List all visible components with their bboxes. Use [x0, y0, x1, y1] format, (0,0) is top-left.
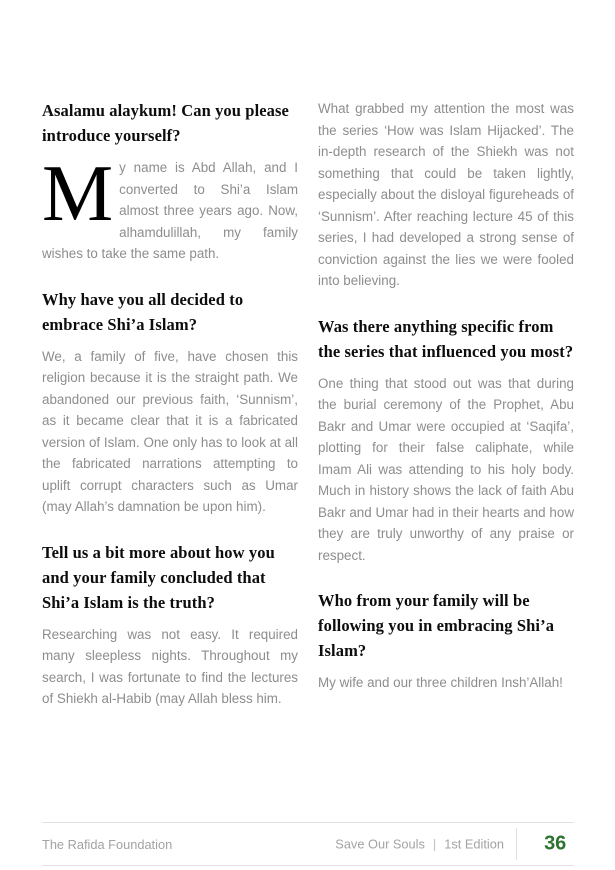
footer-organization: The Rafida Foundation — [42, 836, 173, 852]
footer-vertical-divider — [516, 828, 517, 860]
footer-content — [42, 823, 574, 865]
left-column — [42, 98, 298, 710]
footer-separator: | — [432, 836, 437, 852]
question-heading-why-embrace-shia-islam: Why have you all decided to embrace Shi’a Islam? — [42, 289, 244, 334]
question-heading-who-from-family: Who from your family will be following you in embracing Shi’a Islam? — [318, 591, 555, 660]
question-heading-specific-influence: Was there anything specific from the series that influenced you most? — [318, 316, 574, 361]
answer-paragraph-why-embrace: We, a family of five, have chosen this religion because it is the straight path. We abandoned our previous faith, ‘Sunnism’, as it became clear that it is a fabricated version of Islam. One only has to look at all the fabricated narrations attempting to uplift corrupt characters such as Umar (may Allah’s damnation be upon him). — [42, 348, 298, 514]
answer-paragraph-introduction: My name is Abd Allah, and I converted to Shi’a Islam almost three years ago. Now, alhamdulillah, my family wishes to take the same path. — [42, 150, 298, 261]
answer-paragraph-family-following: My wife and our three children Insh’Allah! — [318, 675, 563, 690]
answer-paragraph-research: Researching was not easy. It required many sleepless nights. Throughout my search, I was fortunate to find the lectures of Shiekh al-Habib (may Allah bless him. — [42, 626, 298, 706]
two-column-body — [42, 98, 574, 710]
right-column — [318, 98, 574, 694]
question-heading-how-concluded-truth: Tell us a bit more about how you and your family concluded that Shi’a Islam is the truth? — [42, 542, 275, 612]
page-number: 36 — [544, 832, 566, 855]
question-heading-introduce-yourself: Asalamu alaykum! Can you please introduce yourself? — [42, 101, 289, 145]
answer-paragraph-series-continued: What grabbed my attention the most was the series ‘How was Islam Hijacked’. The in-depth research of the Shiekh was not something that could be taken lightly, especially about the disloyal figureheads of ‘Sunnism’. After reaching lecture 45 of this series, I had developed a strong sense of conviction against the lies we were fooled into believing. — [318, 101, 574, 288]
footer-publication-title: Save Our Souls — [335, 836, 425, 852]
page-footer — [42, 822, 574, 866]
footer-edition: 1st Edition — [444, 836, 504, 852]
footer-publication-info — [335, 837, 504, 852]
answer-paragraph-saqifa: One thing that stood out was that during the burial ceremony of the Prophet, Abu Bakr and Umar were occupied at ‘Saqifa’, plotting for their false caliphate, while Imam Ali was attending to his holy body. Much in history shows the lack of faith Abu Bakr and Umar had in their hearts and how they are truly unworthy of any praise or respect. — [318, 375, 574, 563]
